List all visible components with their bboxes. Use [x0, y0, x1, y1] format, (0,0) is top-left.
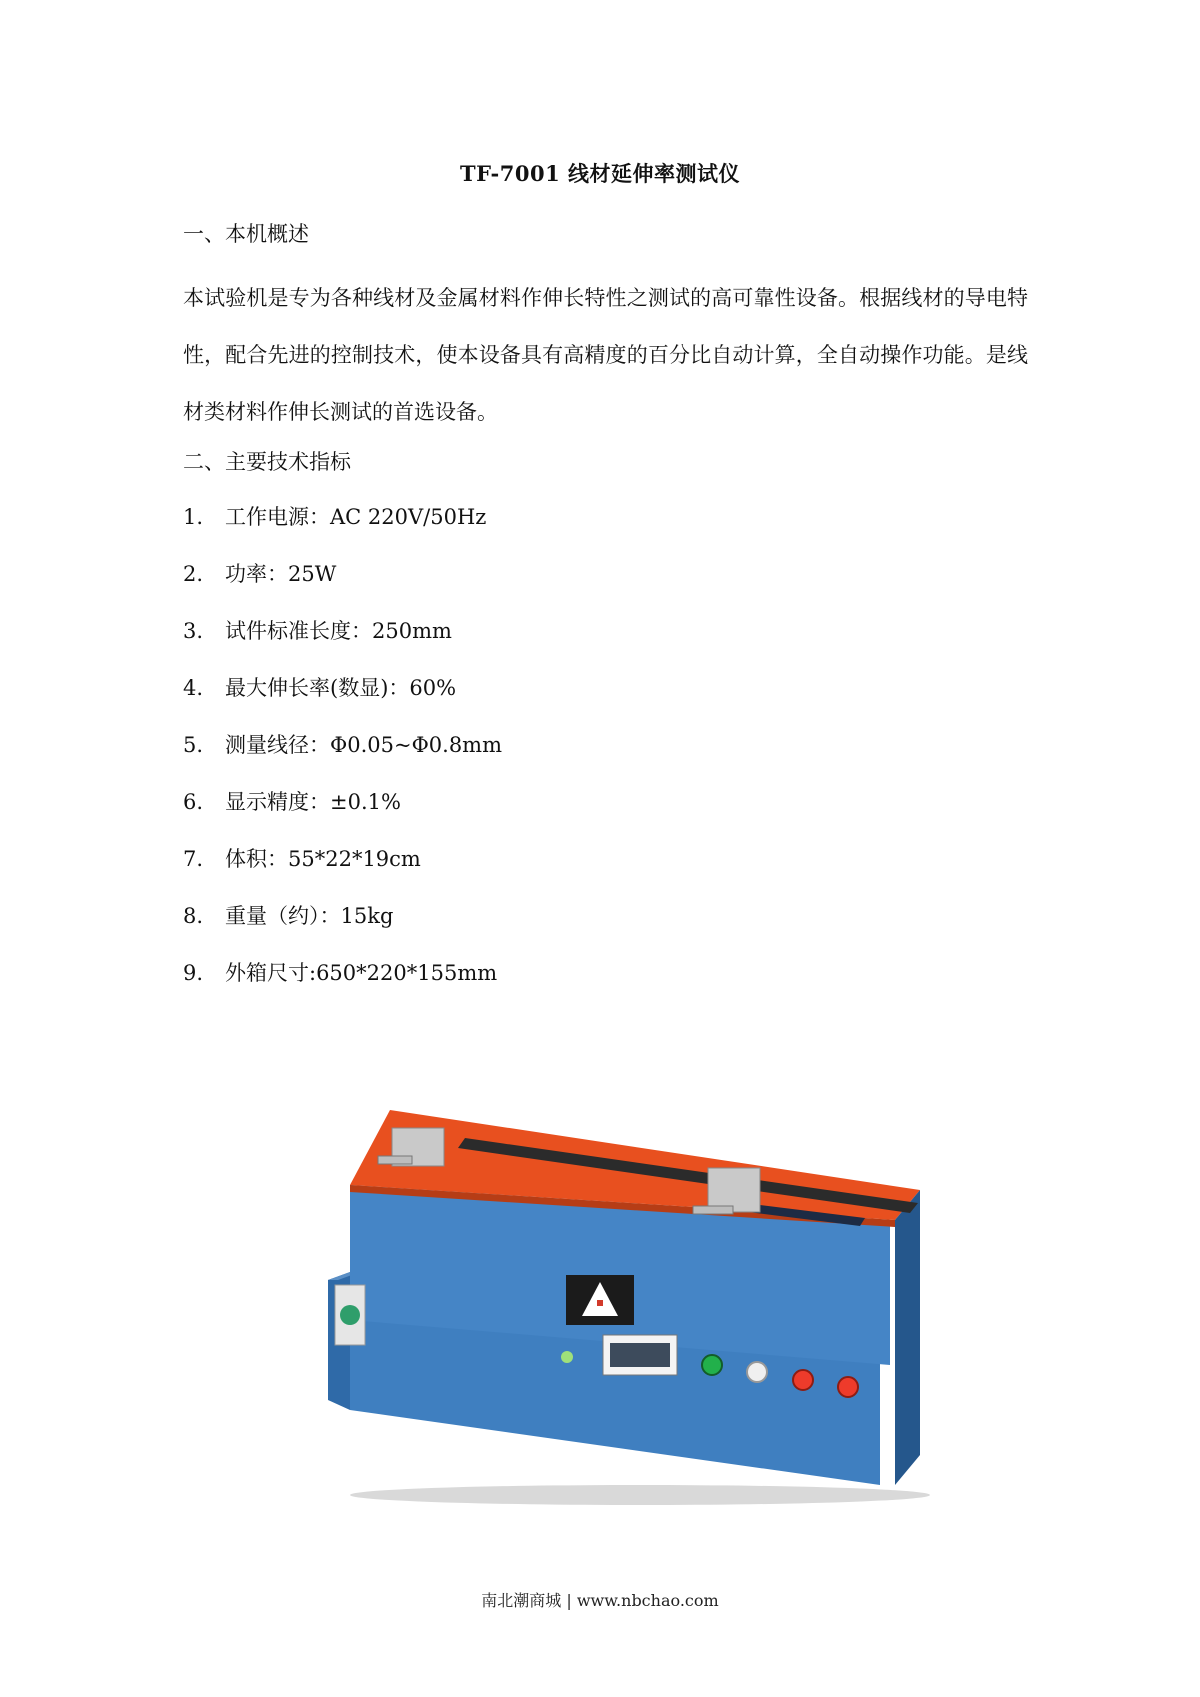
- spec-item: [183, 559, 502, 616]
- spec-item: [183, 616, 502, 673]
- photo-shadow: [350, 1485, 930, 1505]
- spec-item: [183, 901, 502, 958]
- spec-item: [183, 958, 502, 1015]
- spec-number: 5.: [183, 733, 204, 757]
- product-photo: [320, 1110, 940, 1510]
- red-button-2: [838, 1377, 858, 1397]
- spec-item: [183, 787, 502, 844]
- white-button: [747, 1362, 767, 1382]
- spec-item: [183, 673, 502, 730]
- spec-text: 工作电源：AC 220V/50Hz: [225, 505, 487, 529]
- spec-text: 功率：25W: [225, 562, 337, 586]
- spec-list: [183, 502, 502, 1015]
- spec-item: [183, 844, 502, 901]
- page-footer: 南北潮商城 | www.nbchao.com: [481, 1591, 719, 1610]
- spec-number: 6.: [183, 790, 204, 814]
- section-heading-overview: 一、本机概述: [183, 222, 309, 246]
- warning-mark: [597, 1300, 603, 1306]
- spec-text: 体积：55*22*19cm: [225, 847, 421, 871]
- spec-number: 2.: [183, 562, 204, 586]
- overview-paragraph: 本试验机是专为各种线材及金属材料作伸长特性之测试的高可靠性设备。根据线材的导电特性，配合先进的控制技术，使本设备具有高精度的百分比自动计算，全自动操作功能。是线材类材料作伸长测试的首选设备。: [183, 286, 1028, 424]
- left-clamp-knob: [378, 1156, 412, 1164]
- red-button-1: [793, 1370, 813, 1390]
- spec-text: 显示精度：±0.1%: [225, 790, 401, 814]
- indicator-light: [561, 1351, 573, 1363]
- spec-item: [183, 502, 502, 559]
- spec-text: 重量（约）：15kg: [225, 904, 394, 928]
- spec-text: 试件标准长度：250mm: [225, 619, 452, 643]
- spec-number: 3.: [183, 619, 204, 643]
- spec-number: 4.: [183, 676, 204, 700]
- spec-text: 测量线径：Φ0.05~Φ0.8mm: [225, 733, 503, 757]
- spec-number: 8.: [183, 904, 204, 928]
- spec-number: 9.: [183, 961, 204, 985]
- right-clamp: [708, 1168, 760, 1212]
- section-heading-specs: 二、主要技术指标: [183, 450, 351, 474]
- start-button: [702, 1355, 722, 1375]
- machine-right-side: [895, 1190, 920, 1485]
- page-title: TF-7001 线材延伸率测试仪: [459, 161, 741, 186]
- spec-text: 外箱尺寸:650*220*155mm: [225, 961, 498, 985]
- digital-display-screen: [610, 1343, 670, 1367]
- right-clamp-knob: [693, 1206, 733, 1214]
- spec-number: 1.: [183, 505, 204, 529]
- spec-number: 7.: [183, 847, 204, 871]
- spec-text: 最大伸长率(数显)：60%: [225, 676, 457, 700]
- spec-item: [183, 730, 502, 787]
- left-panel-logo-icon: [340, 1305, 360, 1325]
